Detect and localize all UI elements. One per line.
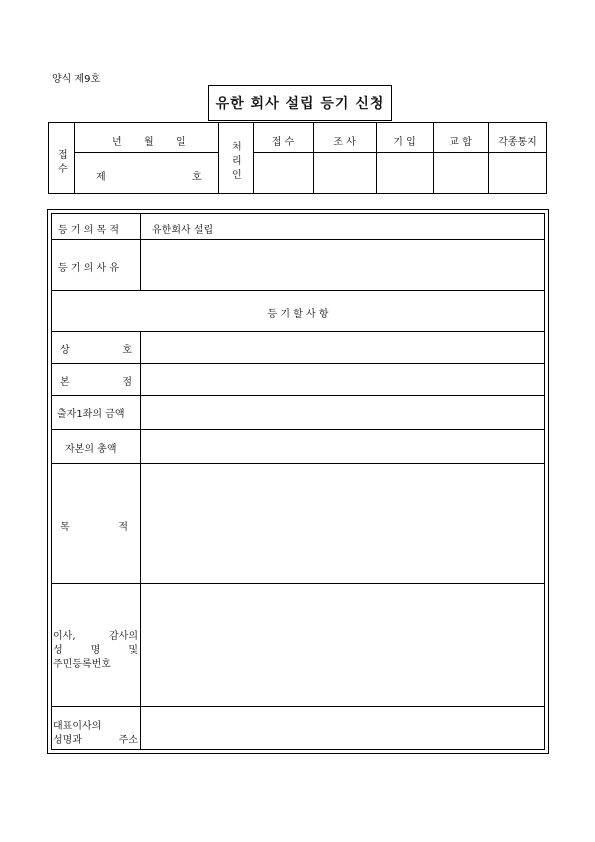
reason-label: 등 기 의 사 유 <box>58 263 120 274</box>
receipt-divider <box>253 152 547 153</box>
row-divider <box>51 395 545 396</box>
processing-label-3: 인 <box>232 170 242 181</box>
matters-header: 등 기 할 사 항 <box>267 309 329 320</box>
row-divider <box>51 463 545 464</box>
receipt-divider <box>74 152 218 153</box>
unit-amount-label: 출자1좌의 금액 <box>57 409 125 420</box>
row-divider <box>51 331 545 332</box>
objective-label <box>60 518 128 533</box>
receipt-number-ho: 호 <box>192 172 202 183</box>
processing-label-1: 처 <box>232 142 242 153</box>
col-receipt-header: 접 수 <box>271 137 295 148</box>
trade-name-label <box>60 341 132 356</box>
directors-label-1a: 이사, <box>53 631 76 642</box>
directors-label-2b: 명 <box>90 645 101 656</box>
col-notice-header: 각종통지 <box>498 137 537 148</box>
row-divider <box>51 239 545 240</box>
receipt-label-bottom: 수 <box>58 164 68 175</box>
receipt-number-je: 제 <box>96 172 106 183</box>
registration-table <box>51 213 545 750</box>
row-divider <box>51 583 545 584</box>
directors-label-2a: 성 <box>53 645 63 656</box>
col-investigation-header: 조 사 <box>333 137 356 148</box>
processing-label-2: 리 <box>232 156 242 167</box>
date-month-label: 월 <box>144 137 154 148</box>
head-office-label <box>60 373 132 388</box>
objective-label-2: 적 <box>118 522 128 533</box>
trade-name-label-1: 상 <box>60 345 70 356</box>
directors-label-1b: 감사의 <box>109 631 138 642</box>
col-check-header: 교 합 <box>449 137 472 148</box>
representative-label-line2 <box>53 731 138 746</box>
total-capital-label: 자본의 총액 <box>65 444 117 455</box>
col-entry-header: 기 입 <box>393 137 416 148</box>
directors-label-line2 <box>53 641 138 656</box>
row-divider <box>51 706 545 707</box>
form-number: 양식 제9호 <box>52 74 101 85</box>
head-office-label-1: 본 <box>60 377 70 388</box>
row-divider <box>51 429 545 430</box>
trade-name-label-2: 호 <box>122 345 132 356</box>
date-day-label: 일 <box>176 137 186 148</box>
label-column-divider <box>140 331 141 750</box>
receipt-divider <box>218 122 219 194</box>
objective-label-1: 목 <box>60 522 70 533</box>
directors-label-line3: 주민등록번호 <box>53 659 111 670</box>
purpose-label: 등 기 의 목 적 <box>58 225 120 236</box>
representative-label-2a: 성명과 <box>53 735 82 746</box>
representative-label-line1: 대표이사의 <box>53 721 102 732</box>
directors-label-2c: 및 <box>128 645 138 656</box>
directors-label-line1 <box>53 627 138 642</box>
row-divider <box>51 290 545 291</box>
row-divider <box>51 363 545 364</box>
receipt-divider <box>74 122 75 194</box>
representative-label-2b: 주소 <box>118 735 138 746</box>
form-title-box <box>208 85 392 121</box>
purpose-value: 유한회사 설립 <box>152 225 214 236</box>
date-year-label: 년 <box>112 137 122 148</box>
receipt-label-top: 접 <box>58 150 68 161</box>
head-office-label-2: 점 <box>122 377 132 388</box>
label-column-divider <box>140 213 141 290</box>
form-title: 유한 회사 설립 등기 신청 <box>215 96 385 112</box>
